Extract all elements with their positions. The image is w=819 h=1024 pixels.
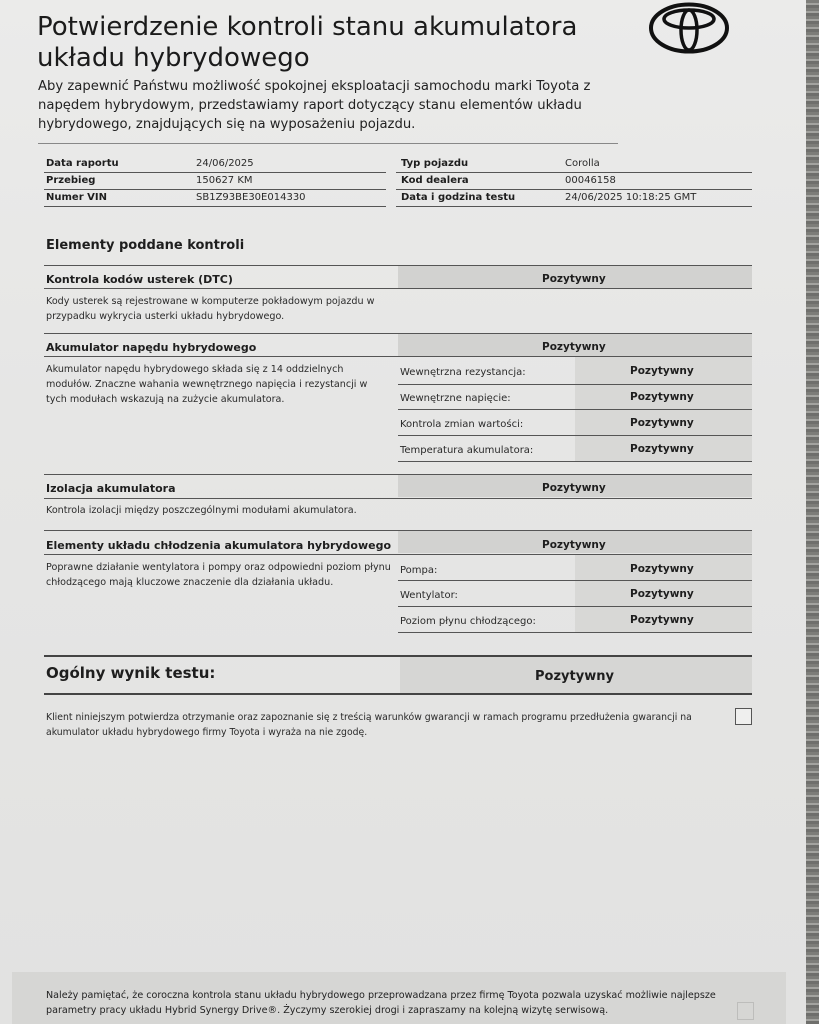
divider [396,172,752,173]
faded-checkbox [737,1002,754,1020]
check-item-label: Kontrola zmian wartości: [400,419,524,430]
section-result-dtc: Pozytywny [542,273,606,285]
check-item-result: Pozytywny [630,563,694,575]
check-item-label: Wewnętrzna rezystancja: [400,367,526,378]
checked-elements-heading: Elementy poddane kontroli [46,238,245,253]
divider [44,288,752,289]
divider [398,409,752,410]
section-description-cooling: Poprawne działanie wentylatora i pompy oraz odpowiedni poziom płynu chłodzącego mają kluczowe znaczenie dla działania układu. [46,562,391,588]
info-value: Corolla [565,158,600,169]
check-item-result: Pozytywny [630,614,694,626]
overall-result-value: Pozytywny [535,669,614,684]
divider [398,435,752,436]
check-item-label: Pompa: [400,565,438,576]
check-item-result: Pozytywny [630,588,694,600]
intro-text: Aby zapewnić Państwu możliwość spokojnej eksploatacji samochodu marki Toyota z napędem hybrydowym, przedstawiamy raport dotyczący stanu elementów układu hybrydowego, znajdujących się na wyposażeniu pojazdu. [38,79,591,132]
section-result-battery: Pozytywny [542,341,606,353]
info-label: Przebieg [46,175,96,186]
info-label: Data i godzina testu [401,192,516,203]
divider [44,189,386,190]
info-label: Data raportu [46,158,119,169]
divider [44,693,752,695]
check-item-result: Pozytywny [630,365,694,377]
divider [44,206,386,207]
check-item-label: Temperatura akumulatora: [400,445,534,456]
section-title-dtc: Kontrola kodów usterek (DTC) [46,273,233,286]
section-title-battery: Akumulator napędu hybrydowego [46,341,257,354]
check-item-label: Poziom płynu chłodzącego: [400,616,536,627]
divider [398,461,752,462]
info-value: 24/06/2025 10:18:25 GMT [565,192,697,203]
info-value: 00046158 [565,175,616,186]
divider [44,498,752,499]
section-description-battery: Akumulator napędu hybrydowego składa się z 14 oddzielnych modułów. Znaczne wahania wewnętrznego napięcia i rezystancji w tych modułach wskazują na zużycie akumulatora. [46,364,368,405]
divider [38,143,618,144]
page-edge [806,0,819,1024]
info-label: Kod dealera [401,175,469,186]
overall-result-label: Ogólny wynik testu: [46,664,216,682]
section-result-cooling: Pozytywny [542,539,606,551]
info-value: 150627 KM [196,175,253,186]
section-title-insulation: Izolacja akumulatora [46,482,176,495]
toyota-logo-icon [648,2,730,54]
divider [44,172,386,173]
divider [398,580,752,581]
section-description-insulation: Kontrola izolacji między poszczególnymi modułami akumulatora. [46,505,357,516]
divider [396,206,752,207]
info-value: 24/06/2025 [196,158,254,169]
divider [398,632,752,633]
document-title: Potwierdzenie kontroli stanu akumulatora układu hybrydowego [37,12,578,73]
section-result-insulation: Pozytywny [542,482,606,494]
section-title-cooling: Elementy układu chłodzenia akumulatora hybrydowego [46,539,392,552]
info-label: Numer VIN [46,192,107,203]
consent-checkbox[interactable] [735,708,752,725]
check-item-result: Pozytywny [630,391,694,403]
info-label: Typ pojazdu [401,158,469,169]
divider [398,384,752,385]
check-item-result: Pozytywny [630,417,694,429]
consent-text: Klient niniejszym potwierdza otrzymanie oraz zapoznanie się z treścią warunków gwarancji w ramach programu przedłużenia gwarancji na akumulator układu hybrydowego firmy Toyota i wyraża na nie zgodę. [46,712,692,738]
footer-text: Należy pamiętać, że coroczna kontrola stanu układu hybrydowego przeprowadzana przez firmę Toyota pozwala uzyskać możliwie najlepsze parametry pracy układu Hybrid Synergy Drive®. Życzymy szerokiej drogi i zapraszamy na kolejną wizytę serwisową. [46,990,716,1016]
info-value: SB1Z93BE30E014330 [196,192,306,203]
divider [396,189,752,190]
section-description-dtc: Kody usterek są rejestrowane w komputerze pokładowym pojazdu w przypadku wykrycia usterki układu hybrydowego. [46,296,375,322]
divider [398,606,752,607]
check-item-label: Wewnętrzne napięcie: [400,393,511,404]
check-item-result: Pozytywny [630,443,694,455]
check-item-label: Wentylator: [400,590,458,601]
